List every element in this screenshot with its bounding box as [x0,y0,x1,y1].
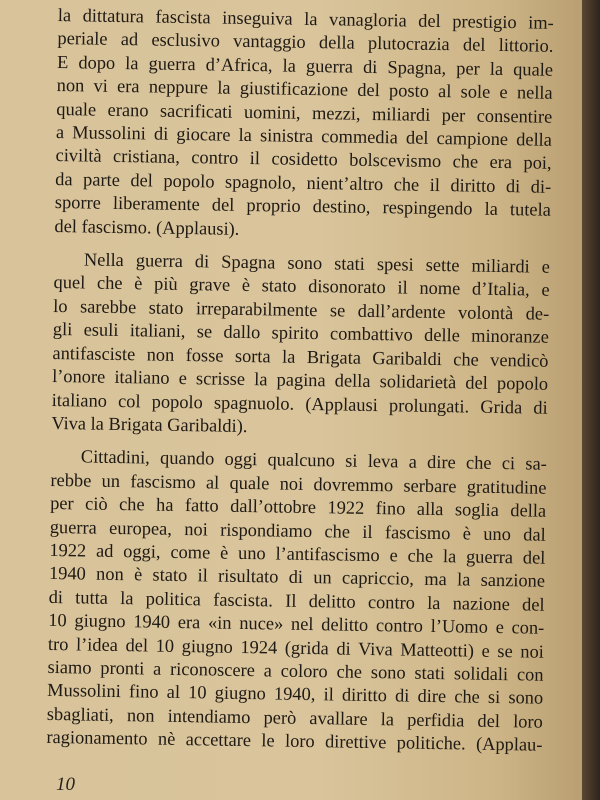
text-line: Cittadini, quando oggi qualcuno si leva a dire che ci sa- [80,446,547,475]
text-line: siamo pronti a riconoscere a coloro che sono stati solidali con [47,656,544,685]
body-text [46,4,554,757]
text-line: lo sarebbe stato irreparabilmente se dall’ardente volontà de- [53,295,550,324]
text-line: antifasciste non fosse sorta la Brigata Garibaldi che vendicò [52,342,549,371]
text-line: per ciò che ha fatto dall’ottobre 1922 fino alla soglia della [50,493,547,521]
text-line: 10 giugno 1940 era «in nuce» nel delitto contro l’Uomo e con- [48,610,545,638]
text-line: a Mussolini di giocare la sinistra commedia del campione della [55,122,553,150]
text-line: E dopo la guerra d’Africa, la guerra di Spagna, per la quale [56,51,554,80]
text-line: rebbe un fascismo al quale noi dovremmo serbare gratitudine [50,469,547,498]
paragraph-3 [46,445,547,757]
text-line: Viva la Brigata Garibaldi). [51,412,248,436]
text-line: del fascismo. (Applausi). [54,215,240,239]
text-line: Mussolini fino al 10 giugno 1940, il diritto di dire che si sono [47,680,544,709]
text-line: ragionamento nè accettare le loro direttive politiche. (Applau- [46,727,543,755]
text-line: gli esuli italiani, se dallo spirito combattivo delle minoranze [52,319,549,348]
text-line: quel che è più grave è stato disonorato il nome d’Italia, e [53,272,550,301]
text-line: tro l’idea del 10 giugno 1924 (grida di Viva Matteotti) e se noi [47,633,545,662]
text-line: l’onore italiano e scrisse la pagina della solidarietà del popolo [51,366,549,394]
text-line: sporre liberamente del proprio destino, respingendo la tutela [54,192,551,221]
text-line: sbagliati, non intendiamo però avallare la perfidia del loro [46,703,543,732]
text-line: da parte del popolo spagnolo, nient’altro che il diritto di di- [55,168,552,197]
text-line: non vi era neppure la giustificazione del posto al sole e nella [56,75,553,103]
text-line: quale erano sacrificati uomini, mezzi, miliardi per consentire [56,98,553,127]
text-line: 1940 non è stato il risultato di un capriccio, ma la sanzione [48,563,546,592]
paragraph-1 [54,4,554,246]
page-number: 10 [56,774,75,795]
text-line: 1922 ad oggi, come è uno l’antifascismo e che la guerra del [49,539,546,568]
book-spine-shadow [582,0,600,800]
text-line: periale ad esclusivo vantaggio della plutocrazia del littorio. [57,28,554,57]
text-line: guerra europea, noi rispondiamo che il fascismo è uno dal [49,516,546,545]
text-line: italiano col popolo spagnuolo. (Applausi prolungati. Grida di [51,389,548,418]
paragraph-2 [51,248,550,443]
text-line: di tutta la politica fascista. Il delitto contro la nazione del [48,586,545,615]
text-line: la dittatura fascista inseguiva la vanagloria del prestigio im- [57,4,554,33]
text-line: civiltà cristiana, contro il cosidetto bolscevismo che era poi, [55,145,552,174]
text-line: Nella guerra di Spagna sono stati spesi sette miliardi e [83,249,551,277]
